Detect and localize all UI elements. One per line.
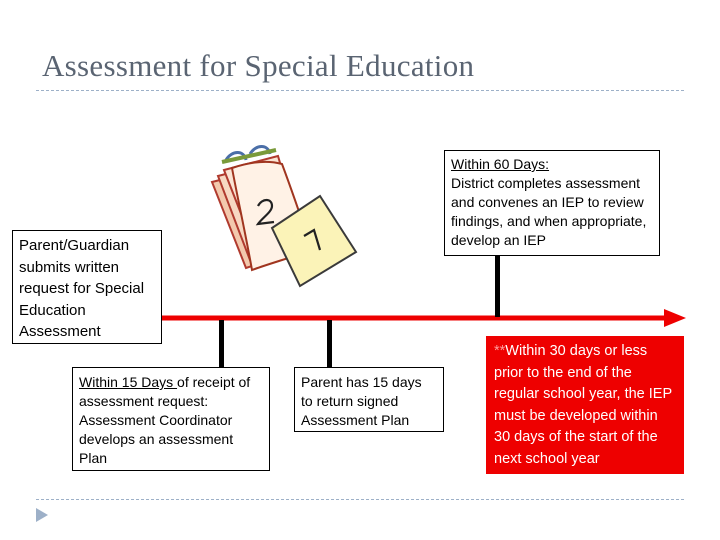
step-15-days-text: of receipt of assessment request: Assessment Coordinator develops an assessment Plan [79,374,251,466]
note-30-days-box [486,336,684,474]
footer-divider [36,499,684,500]
timeline-connector-return [327,320,332,368]
step-60-days-text: District completes assessment and convenes an IEP to review findings, and when appropriate, develop an IEP [451,175,647,248]
slide-title: Assessment for Special Education [42,48,475,83]
step-request-text: Parent/Guardian submits written request for Special Education Assessment [19,237,145,340]
note-asterisks: ** [494,343,506,359]
step-return-plan-text: Parent has 15 days to return signed Assessment Plan [301,374,422,428]
step-request-box [12,230,162,344]
step-60-days-lead: Within 60 Days: [451,156,550,172]
note-30-days-text: Within 30 days or less prior to the end of the regular school year, the IEP must be developed within 30 days of the start of the next school year [494,343,672,467]
timeline-connector-60-days [495,255,500,317]
step-return-plan-box [294,367,444,432]
calendar-icon [212,147,356,287]
timeline-arrow-head [664,309,686,327]
timeline-connector-15-days [219,320,224,368]
step-60-days-box [444,150,660,256]
step-15-days-lead: Within 15 Days [79,374,178,390]
step-15-days-box [72,367,270,471]
